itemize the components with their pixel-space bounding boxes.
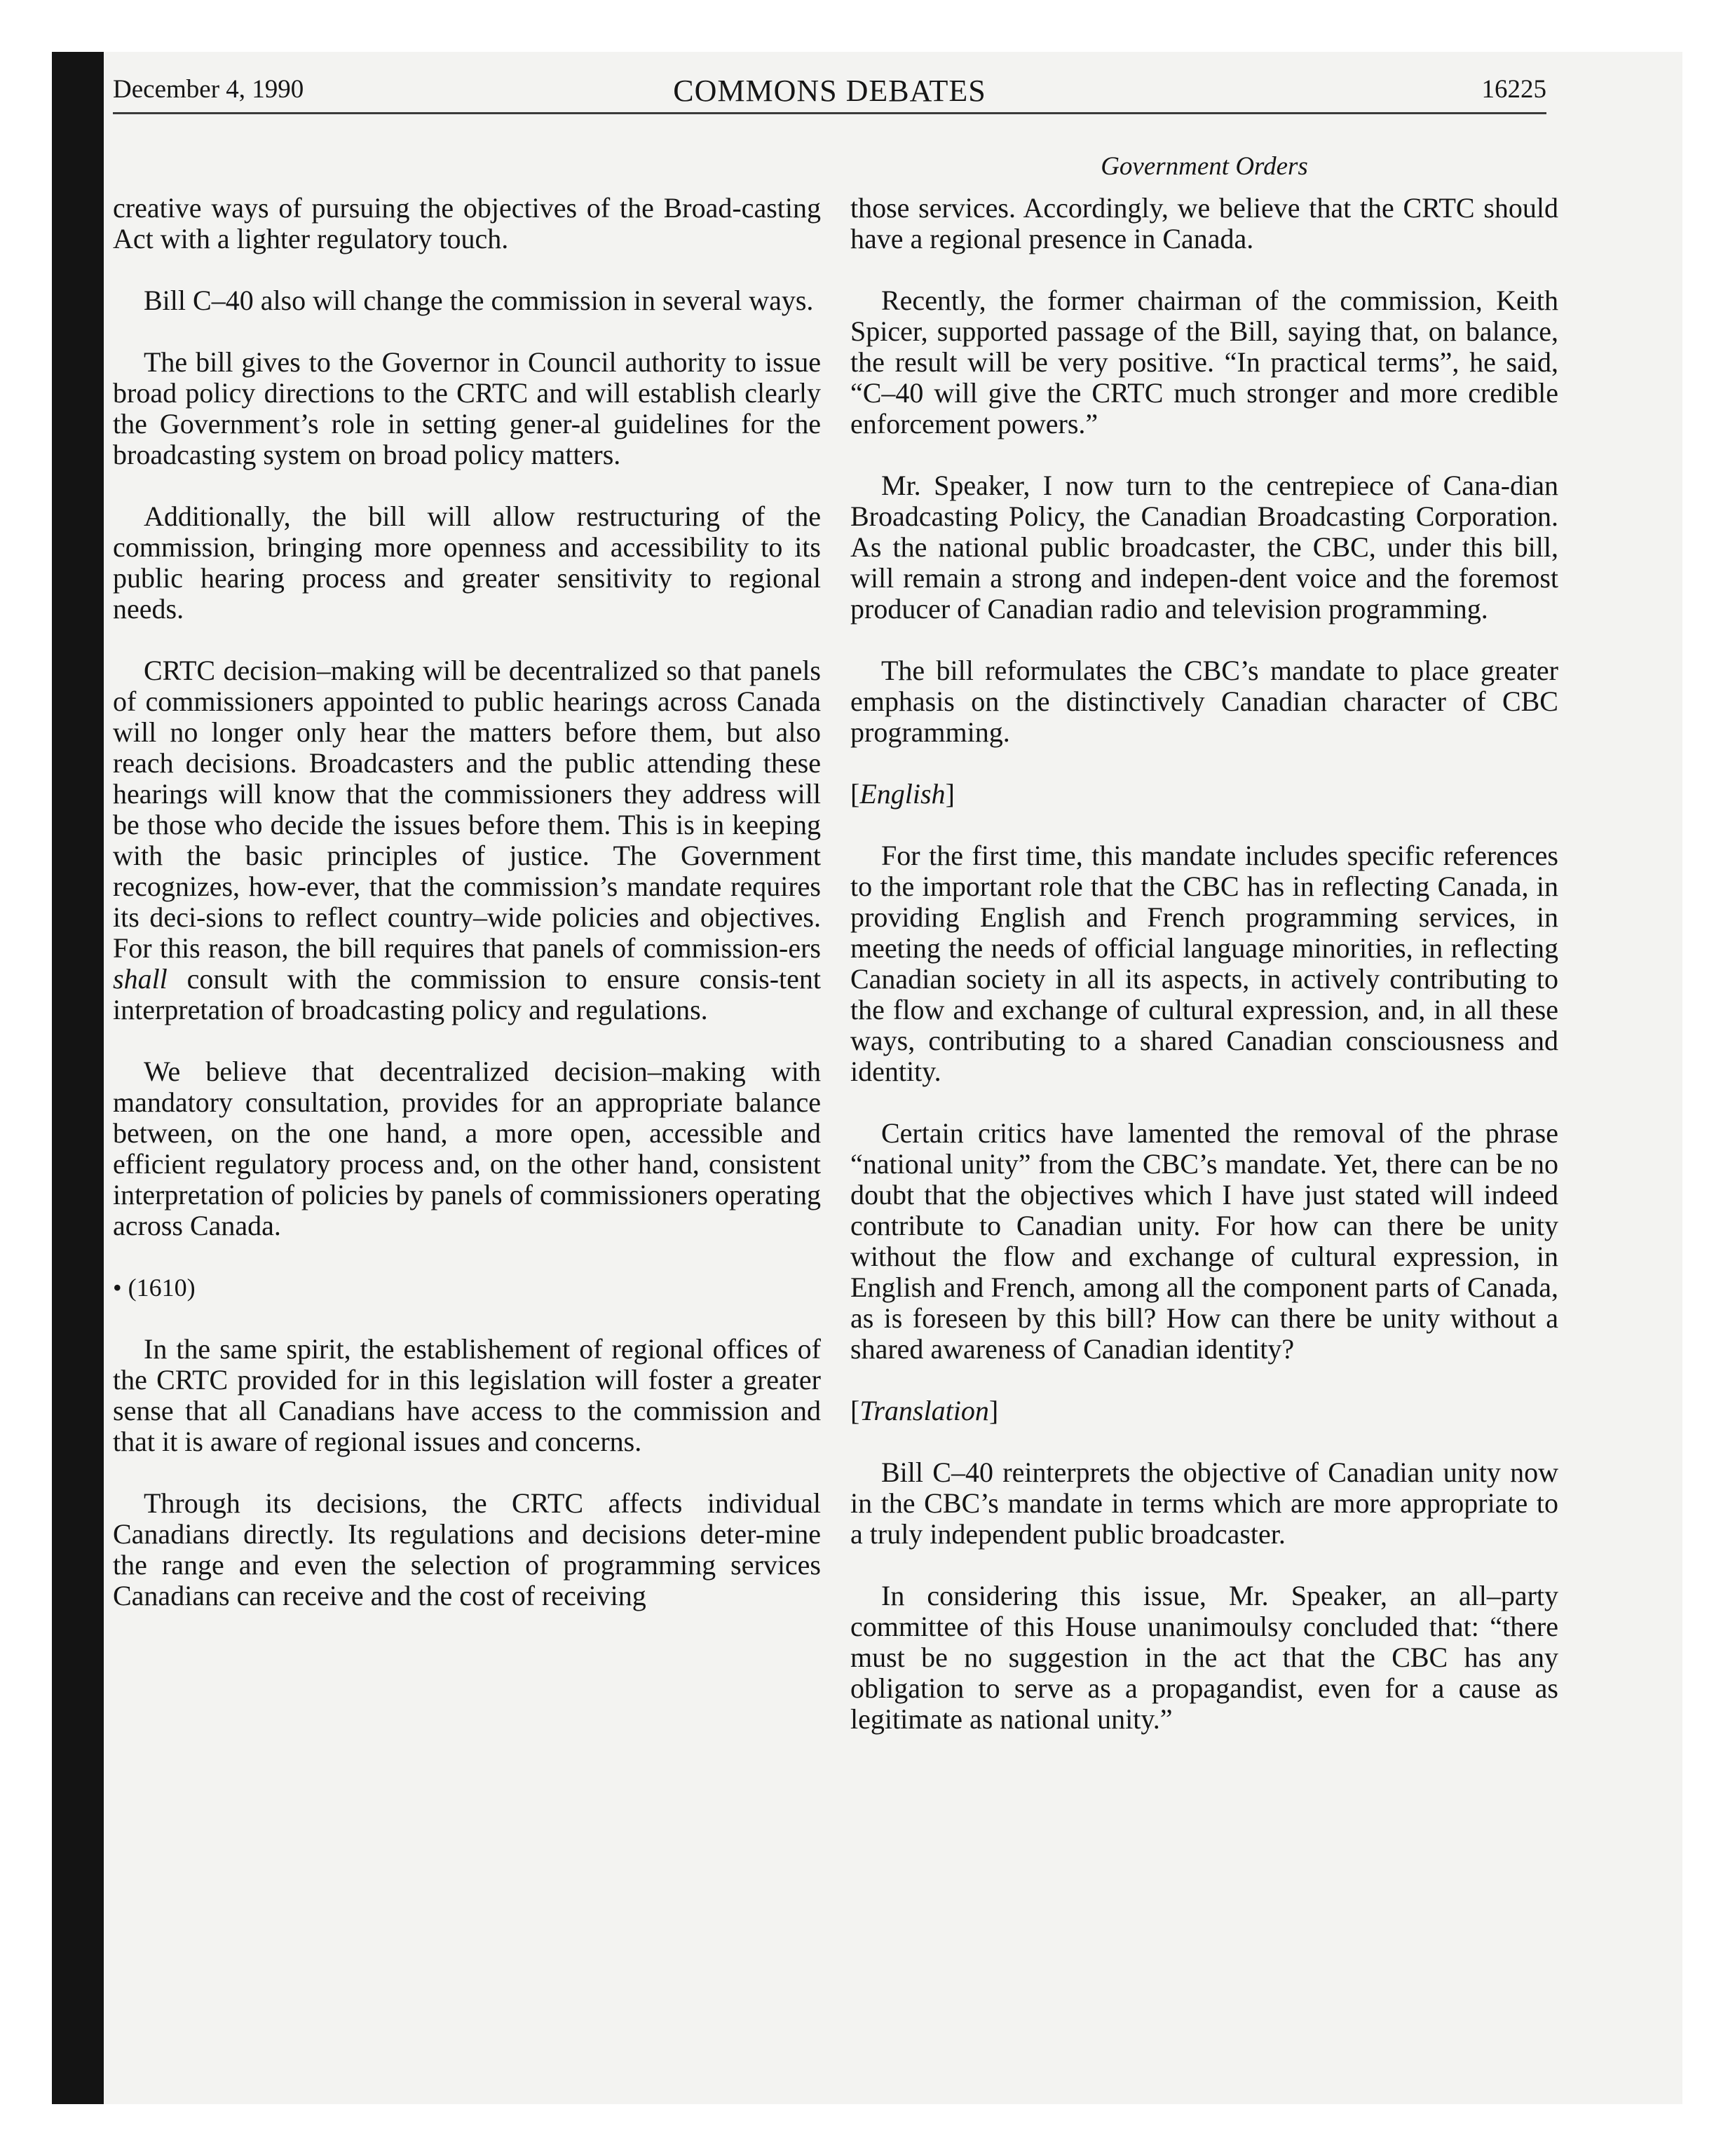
left-column xyxy=(113,193,821,1642)
binding-edge xyxy=(52,52,104,2104)
paragraph xyxy=(113,655,821,1025)
emphasis-text: shall xyxy=(113,963,168,995)
paragraph: The bill gives to the Governor in Council authority to issue broad policy directions to the CRTC and will establish clearly the Government’s role in setting gener-al guidelines for the broadcasting system on broad policy matters. xyxy=(113,346,821,470)
page-number: 16225 xyxy=(1481,75,1546,104)
paragraph: creative ways of pursuing the objectives of the Broad-casting Act with a lighter regulatory touch. xyxy=(113,192,821,254)
header-date: December 4, 1990 xyxy=(113,75,304,104)
header-title: COMMONS DEBATES xyxy=(673,74,986,108)
section-tag: Government Orders xyxy=(1101,152,1308,181)
paragraph: The bill reformulates the CBC’s mandate to place greater emphasis on the distinctively Canadian character of CBC programming. xyxy=(850,655,1558,748)
paragraph: those services. Accordingly, we believe that the CRTC should have a regional presence in Canada. xyxy=(850,192,1558,254)
paragraph: We believe that decentralized decision–making with mandatory consultation, provides for an appropriate balance between, on the one hand, a more open, accessible and efficient regulatory process and, on the other hand, consistent interpretation of policies by panels of commissioners operating across Canada. xyxy=(113,1056,821,1241)
paragraph-text: CRTC decision–making will be decentralized so that panels of commissioners appointed to public hearings across Canada will no longer only hear the matters before them, but also reach decisions. Broadcasters and the public attending these hearings will know that the commissioners they address will be those who decide the issues before them. This is in keeping with the basic principles of justice. The Government recognizes, how-ever, that the commission’s mandate requires its deci-sions to reflect country–wide policies and objectives. For this reason, the bill requires that panels of commission-ers xyxy=(113,655,821,964)
language-label: Translation xyxy=(859,1395,989,1426)
language-label: English xyxy=(859,778,946,810)
language-marker: [Translation] xyxy=(850,1395,999,1426)
paragraph-text: consult with the commission to ensure consis-tent interpretation of broadcasting policy and regulations. xyxy=(113,963,821,1025)
paragraph: Bill C–40 also will change the commission in several ways. xyxy=(144,285,814,316)
paragraph: For the first time, this mandate includes specific references to the important role that the CBC has in reflecting Canada, in providing English and French programming services, in meeting the needs of official language minorities, in reflecting Canadian society in all its aspects, in actively contributing to the flow and exchange of cultural expression, and, in all these ways, contributing to a shared Canadian consciousness and identity. xyxy=(850,840,1558,1087)
language-marker: [English] xyxy=(850,778,955,810)
paragraph: In the same spirit, the establishement of regional offices of the CRTC provided for in this legislation will foster a greater sense that all Canadians have access to the commission and that it is aware of regional issues and concerns. xyxy=(113,1333,821,1457)
page-header xyxy=(113,70,1546,112)
paragraph: Mr. Speaker, I now turn to the centrepiece of Cana-dian Broadcasting Policy, the Canadian Broadcasting Corporation. As the national public broadcaster, the CBC, under this bill, will remain a strong and indepen-dent voice and the foremost producer of Canadian radio and television programming. xyxy=(850,470,1558,625)
paragraph: Through its decisions, the CRTC affects individual Canadians directly. Its regulations and decisions deter-mine the range and even the selection of programming services Canadians can receive and the cost of receiving xyxy=(113,1487,821,1611)
header-rule xyxy=(113,112,1546,114)
time-marker: • (1610) xyxy=(113,1274,196,1302)
paragraph: Certain critics have lamented the removal of the phrase “national unity” from the CBC’s mandate. Yet, there can be no doubt that the objectives which I have just stated will indeed contribute to Canadian unity. For how can there be unity without the flow and exchange of cultural expression, in English and French, among all the component parts of Canada, as is foreseen by this bill? How can there be unity without a shared awareness of Canadian identity? xyxy=(850,1117,1558,1365)
paragraph: Bill C–40 reinterprets the objective of Canadian unity now in the CBC’s mandate in terms which are more appropriate to a truly independent public broadcaster. xyxy=(850,1456,1558,1550)
paragraph: Additionally, the bill will allow restructuring of the commission, bringing more openness and accessibility to its public hearing process and greater sensitivity to regional needs. xyxy=(113,500,821,625)
paragraph: Recently, the former chairman of the commission, Keith Spicer, supported passage of the Bill, saying that, on balance, the result will be very positive. “In practical terms”, he said, “C–40 will give the CRTC much stronger and more credible enforcement powers.” xyxy=(850,285,1558,439)
right-column xyxy=(850,193,1558,1766)
paragraph: In considering this issue, Mr. Speaker, an all–party committee of this House unanimoulsy concluded that: “there must be no suggestion in the act that the CBC has any obligation to serve as a propagandist, even for a cause as legitimate as national unity.” xyxy=(850,1580,1558,1735)
